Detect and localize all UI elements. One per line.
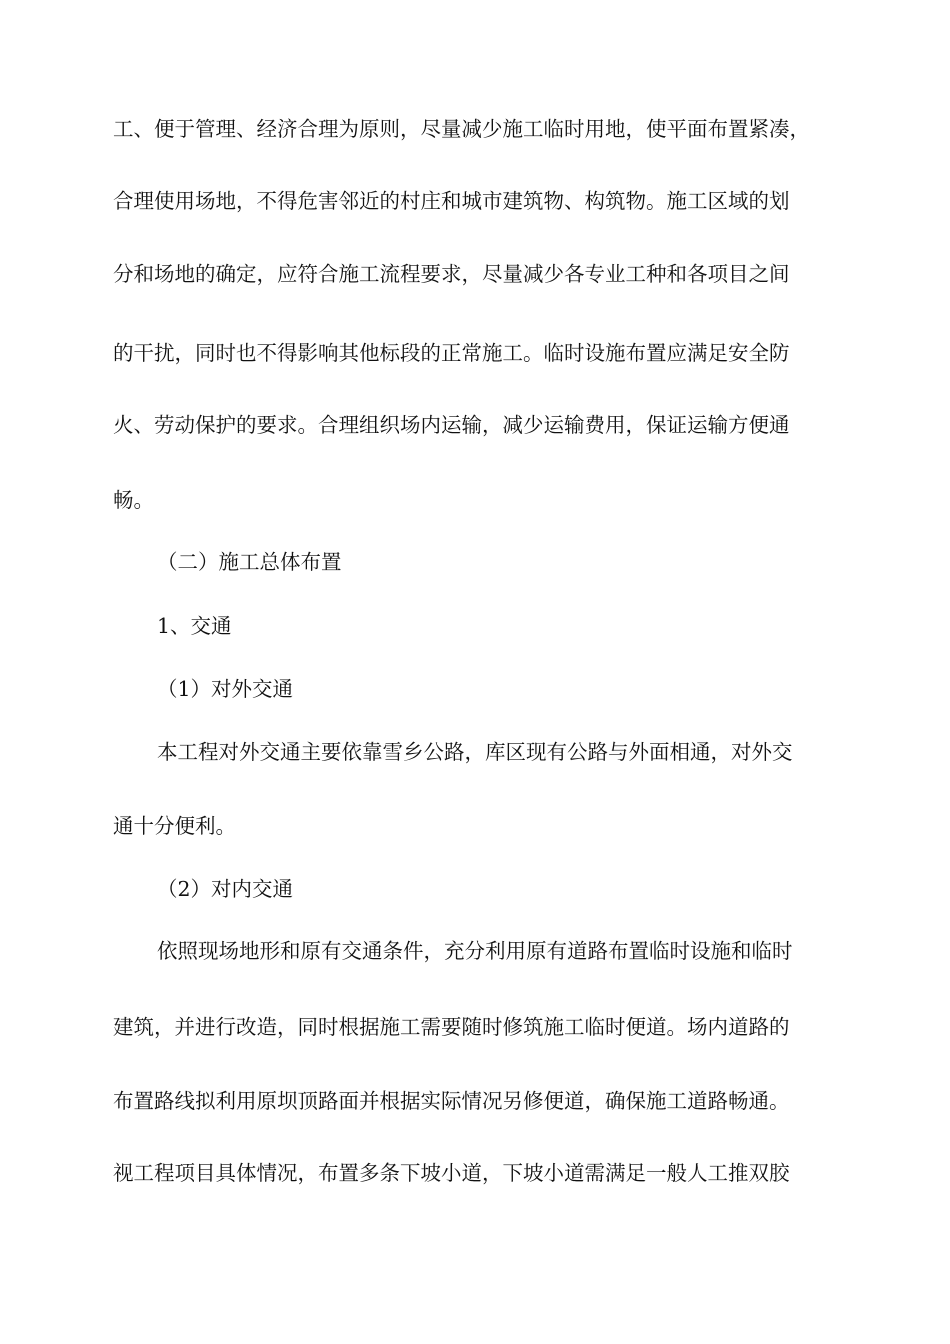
body-text-line: 本工程对外交通主要依靠雪乡公路，库区现有公路与外面相通，对外交 — [157, 740, 793, 764]
body-text-line: 通十分便利。 — [113, 814, 236, 838]
section-heading: （二）施工总体布置 — [157, 550, 342, 574]
body-text-line: 的干扰，同时也不得影响其他标段的正常施工。临时设施布置应满足安全防 — [113, 341, 790, 365]
subsection-heading: 1、交通 — [157, 614, 232, 638]
body-text-line: 分和场地的确定，应符合施工流程要求，尽量减少各专业工种和各项目之间 — [113, 262, 790, 286]
body-text-line: 依照现场地形和原有交通条件，充分利用原有道路布置临时设施和临时 — [157, 939, 793, 963]
item-heading: （2）对内交通 — [157, 877, 294, 901]
body-text-line: 布置路线拟利用原坝顶路面并根据实际情况另修便道，确保施工道路畅通。 — [113, 1089, 790, 1113]
item-heading: （1）对外交通 — [157, 677, 294, 701]
body-text-line: 火、劳动保护的要求。合理组织场内运输，减少运输费用，保证运输方便通 — [113, 413, 790, 437]
body-text-line: 工、便于管理、经济合理为原则，尽量减少施工临时用地，使平面布置紧凑， — [113, 117, 810, 141]
body-text-line: 合理使用场地，不得危害邻近的村庄和城市建筑物、构筑物。施工区域的划 — [113, 189, 790, 213]
body-text-line: 畅。 — [113, 488, 154, 512]
body-text-line: 视工程项目具体情况，布置多条下坡小道，下坡小道需满足一般人工推双胶 — [113, 1161, 790, 1185]
body-text-line: 建筑，并进行改造，同时根据施工需要随时修筑施工临时便道。场内道路的 — [113, 1015, 790, 1039]
